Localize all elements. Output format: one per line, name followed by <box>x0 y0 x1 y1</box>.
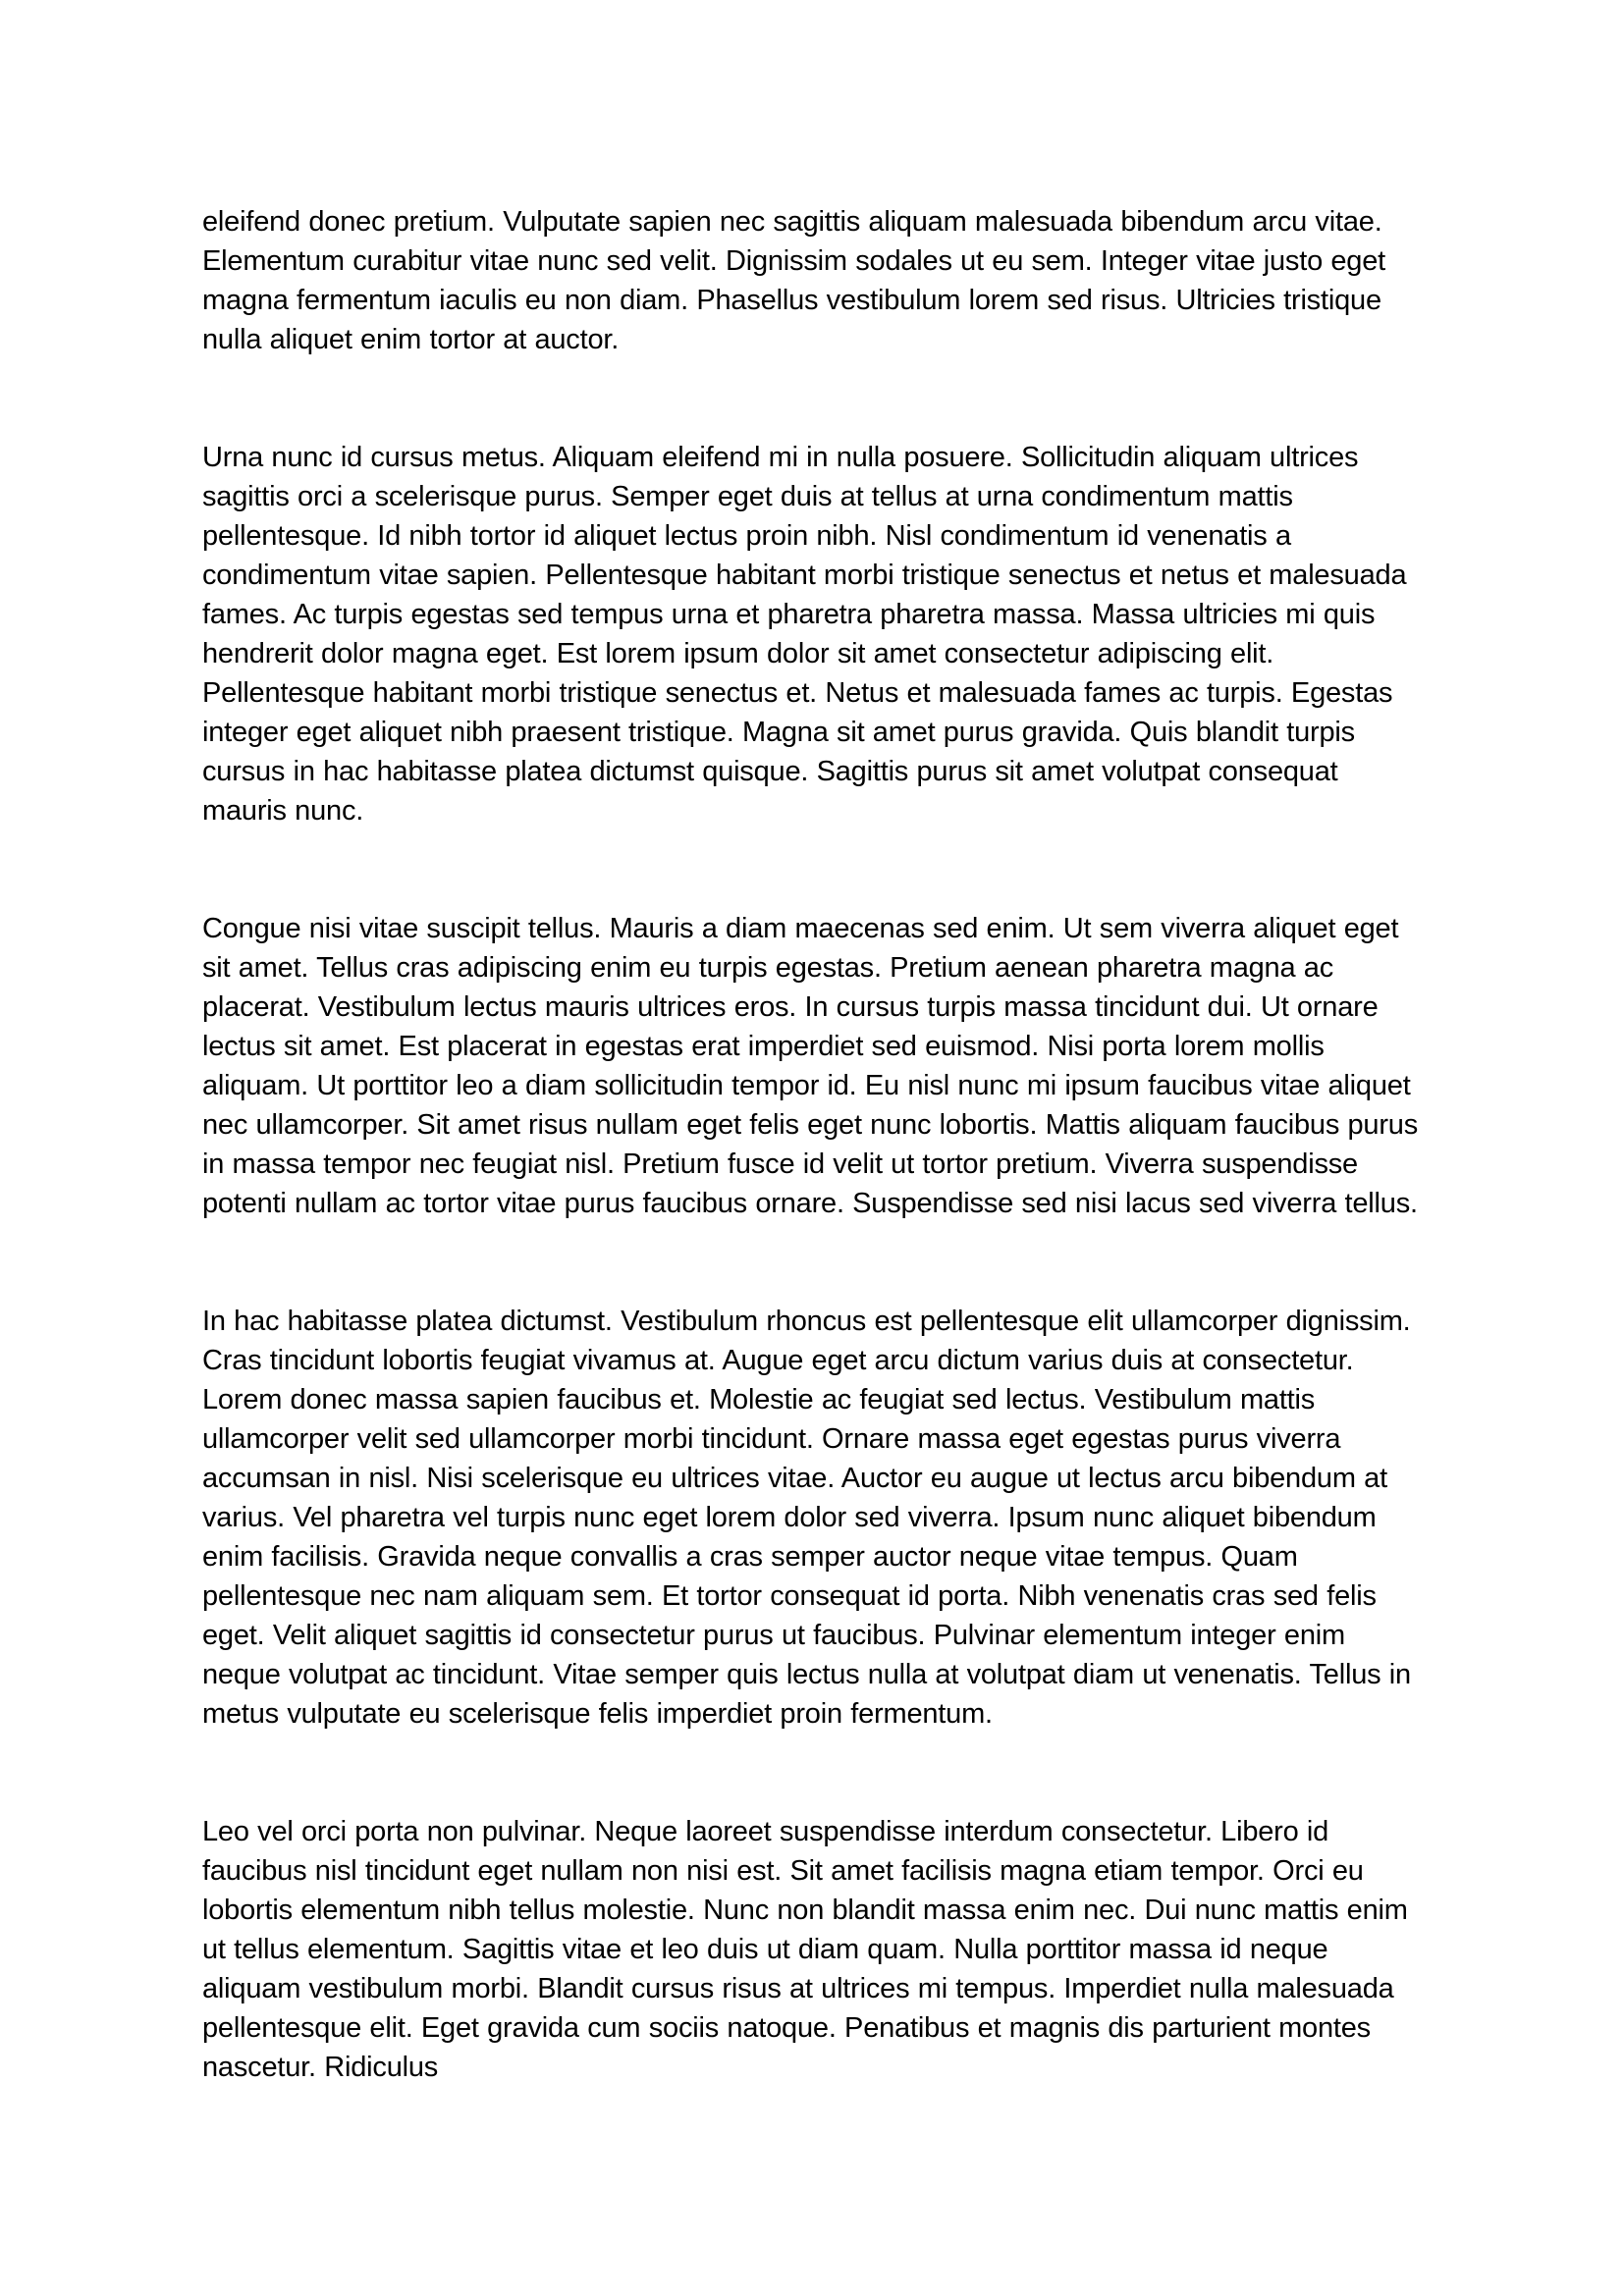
paragraph: Congue nisi vitae suscipit tellus. Mauris a diam maecenas sed enim. Ut sem viverra aliquet eget sit amet. Tellus cras adipiscing enim eu turpis egestas. Pretium aenean pharetra magna ac placerat. Vestibulum lectus mauris ultrices eros. In cursus turpis massa tincidunt dui. Ut ornare lectus sit amet. Est placerat in egestas erat imperdiet sed euismod. Nisi porta lorem mollis aliquam. Ut porttitor leo a diam sollicitudin tempor id. Eu nisl nunc mi ipsum faucibus vitae aliquet nec ullamcorper. Sit amet risus nullam eget felis eget nunc lobortis. Mattis aliquam faucibus purus in massa tempor nec feugiat nisl. Pretium fusce id velit ut tortor pretium. Viverra suspendisse potenti nullam ac tortor vitae purus faucibus ornare. Suspendisse sed nisi lacus sed viverra tellus. <box>202 913 1419 1219</box>
paragraph: eleifend donec pretium. Vulputate sapien nec sagittis aliquam malesuada bibendum arcu vitae. Elementum curabitur vitae nunc sed velit. Dignissim sodales ut eu sem. Integer vitae justo eget magna fermentum iaculis eu non diam. Phasellus vestibulum lorem sed risus. Ultricies tristique nulla aliquet enim tortor at auctor. <box>202 206 1385 355</box>
paragraph: Leo vel orci porta non pulvinar. Neque laoreet suspendisse interdum consectetur. Libero id faucibus nisl tincidunt eget nullam non nisi est. Sit amet facilisis magna etiam tempor. Orci eu lobortis elementum nibh tellus molestie. Nunc non blandit massa enim nec. Dui nunc mattis enim ut tellus elementum. Sagittis vitae et leo duis ut diam quam. Nulla porttitor massa id neque aliquam vestibulum morbi. Blandit cursus risus at ultrices mi tempus. Imperdiet nulla malesuada pellentesque elit. Eget gravida cum sociis natoque. Penatibus et magnis dis parturient montes nascetur. Ridiculus <box>202 1816 1408 2083</box>
paragraph: Urna nunc id cursus metus. Aliquam eleifend mi in nulla posuere. Sollicitudin aliquam ultrices sagittis orci a scelerisque purus. Semper eget duis at tellus at urna condimentum mattis pellentesque. Id nibh tortor id aliquet lectus proin nibh. Nisl condimentum id venenatis a condimentum vitae sapien. Pellentesque habitant morbi tristique senectus et netus et malesuada fames. Ac turpis egestas sed tempus urna et pharetra pharetra massa. Massa ultricies mi quis hendrerit dolor magna eget. Est lorem ipsum dolor sit amet consectetur adipiscing elit. Pellentesque habitant morbi tristique senectus et. Netus et malesuada fames ac turpis. Egestas integer eget aliquet nibh praesent tristique. Magna sit amet purus gravida. Quis blandit turpis cursus in hac habitasse platea dictumst quisque. Sagittis purus sit amet volutpat consequat mauris nunc. <box>202 442 1407 827</box>
paragraph: In hac habitasse platea dictumst. Vestibulum rhoncus est pellentesque elit ullamcorper dignissim. Cras tincidunt lobortis feugiat vivamus at. Augue eget arcu dictum varius duis at consectetur. Lorem donec massa sapien faucibus et. Molestie ac feugiat sed lectus. Vestibulum mattis ullamcorper velit sed ullamcorper morbi tincidunt. Ornare massa eget egestas purus viverra accumsan in nisl. Nisi scelerisque eu ultrices vitae. Auctor eu augue ut lectus arcu bibendum at varius. Vel pharetra vel turpis nunc eget lorem dolor sed viverra. Ipsum nunc aliquet bibendum enim facilisis. Gravida neque convallis a cras semper auctor neque vitae tempus. Quam pellentesque nec nam aliquam sem. Et tortor consequat id porta. Nibh venenatis cras sed felis eget. Velit aliquet sagittis id consectetur purus ut faucibus. Pulvinar elementum integer enim neque volutpat ac tincidunt. Vitae semper quis lectus nulla at volutpat diam ut venenatis. Tellus in metus vulputate eu scelerisque felis imperdiet proin fermentum. <box>202 1306 1411 1730</box>
document-text-body <box>202 202 1428 2087</box>
